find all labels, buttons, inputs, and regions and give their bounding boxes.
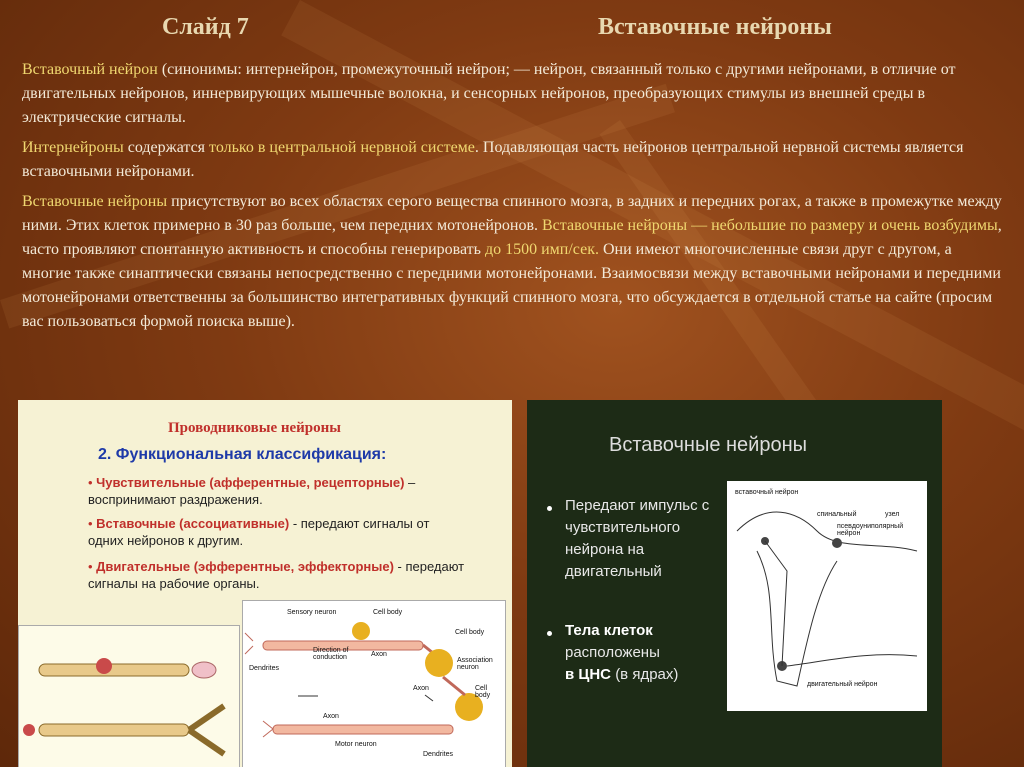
cell-body-label-3: Cell body — [475, 685, 491, 699]
paragraph-1 — [22, 58, 1002, 130]
spinal-reflex-figure — [727, 481, 927, 711]
dendrites-label: Dendrites — [249, 665, 279, 672]
text-run: присутствуют во всех областях серого вещества спинного мозга, в задних и передних рогах, а также в промежутке между ними. Этих клеток примерно в 30 раз больше, чем передних мотонейронов. — [22, 193, 1002, 234]
bullet-1-text: Передают импульс с чувствительного нейрона на двигательный — [565, 497, 710, 580]
neuron-pathway-figure — [242, 600, 506, 767]
motor-neuron-label: Motor neuron — [335, 741, 377, 748]
dendrites-label-2: Dendrites — [423, 751, 453, 758]
highlighted-text: Вставочные нейроны — [22, 193, 168, 210]
text-run: содержатся — [123, 139, 210, 156]
list-item: • Двигательные (эфферентные, эффекторные) - передают сигналы на рабочие органы. — [88, 559, 465, 591]
interneuron-label: вставочный нейрон — [735, 489, 799, 496]
highlighted-text: до 1500 имп/сек. — [484, 241, 599, 258]
highlighted-text: только в центральной нервной системе — [209, 139, 475, 156]
slide-number: Слайд 7 — [162, 14, 249, 40]
direction-label: Direction of conduction — [313, 647, 349, 661]
paragraph-3 — [22, 190, 1002, 334]
panel-title: Вставочные нейроны — [609, 434, 808, 456]
axon-label-3: Axon — [323, 713, 339, 720]
interneuron-summary-panel — [527, 400, 942, 767]
bullet-icon: • — [88, 475, 97, 490]
bullet-2-text: Тела клеток расположены в ЦНС (в ядрах) — [565, 622, 679, 683]
bullet-icon — [547, 631, 552, 636]
sensory-neuron-label: Sensory neuron — [287, 609, 337, 616]
highlighted-text: Вставочный нейрон — [22, 61, 158, 78]
neuron-structure-figure — [18, 625, 240, 767]
body-text — [22, 58, 1002, 340]
axon-label-2: Axon — [413, 685, 429, 692]
bullet-icon: • — [88, 516, 97, 531]
text-run: . Подавляющая часть нейронов центральной нервной системы является вставочными нейронами. — [22, 139, 964, 180]
axon-label: Axon — [371, 651, 387, 658]
cell-body-label-2: Cell body — [455, 629, 485, 636]
list-item: • Вставочные (ассоциативные) - передают сигналы от одних нейронов к другим. — [88, 516, 430, 548]
text-run: Они имеют многочисленные связи друг с другом, а многие также синаптически связаны непосредственно с передними мотонейронами. Взаимосвязи между вставочными нейронами и передними мотонейронами ответственны за большинство интегративных функций спинного мозга, что обсуждается в отдельной статье на сайте (просим вас пользоваться формой поиска выше). — [22, 241, 1001, 330]
highlighted-text: Интернейроны — [22, 139, 124, 156]
association-neuron-label: Association neuron — [457, 657, 493, 671]
neuron-structure-svg — [19, 626, 239, 767]
pseudounipolar-label: псевдоуниполярный нейрон — [837, 523, 904, 537]
highlighted-text: Вставочные нейроны — небольшие по размеру и очень возбудимы — [542, 217, 998, 234]
text-run: (синонимы: интернейрон, промежуточный нейрон; — нейрон, связанный только с другими нейронами, в отличие от двигательных нейронов, иннервирующих мышечные волокна, и сенсорных нейронов, преобразующих стимулы из внешней среды в электрические сигналы. — [22, 61, 956, 126]
slide-title: Вставочные нейроны — [598, 14, 832, 40]
bullet-icon: • — [88, 559, 97, 574]
list-item: • Чувствительные (афферентные, рецепторные) – воспринимают раздражения. — [88, 475, 416, 507]
functional-classification-panel — [18, 400, 512, 767]
motor-neuron-label: двигательный нейрон — [807, 681, 878, 688]
spinal-label: спинальный — [817, 511, 857, 518]
paragraph-2 — [22, 136, 1002, 184]
bullet-icon — [547, 506, 552, 511]
panel-heading: Проводниковые нейроны — [168, 420, 342, 436]
panel-subheading: 2. Функциональная классификация: — [98, 446, 387, 463]
cell-body-label: Cell body — [373, 609, 403, 616]
node-label: узел — [885, 511, 900, 518]
text-run: , часто проявляют спонтанную активность и способны генерировать — [22, 217, 1002, 258]
